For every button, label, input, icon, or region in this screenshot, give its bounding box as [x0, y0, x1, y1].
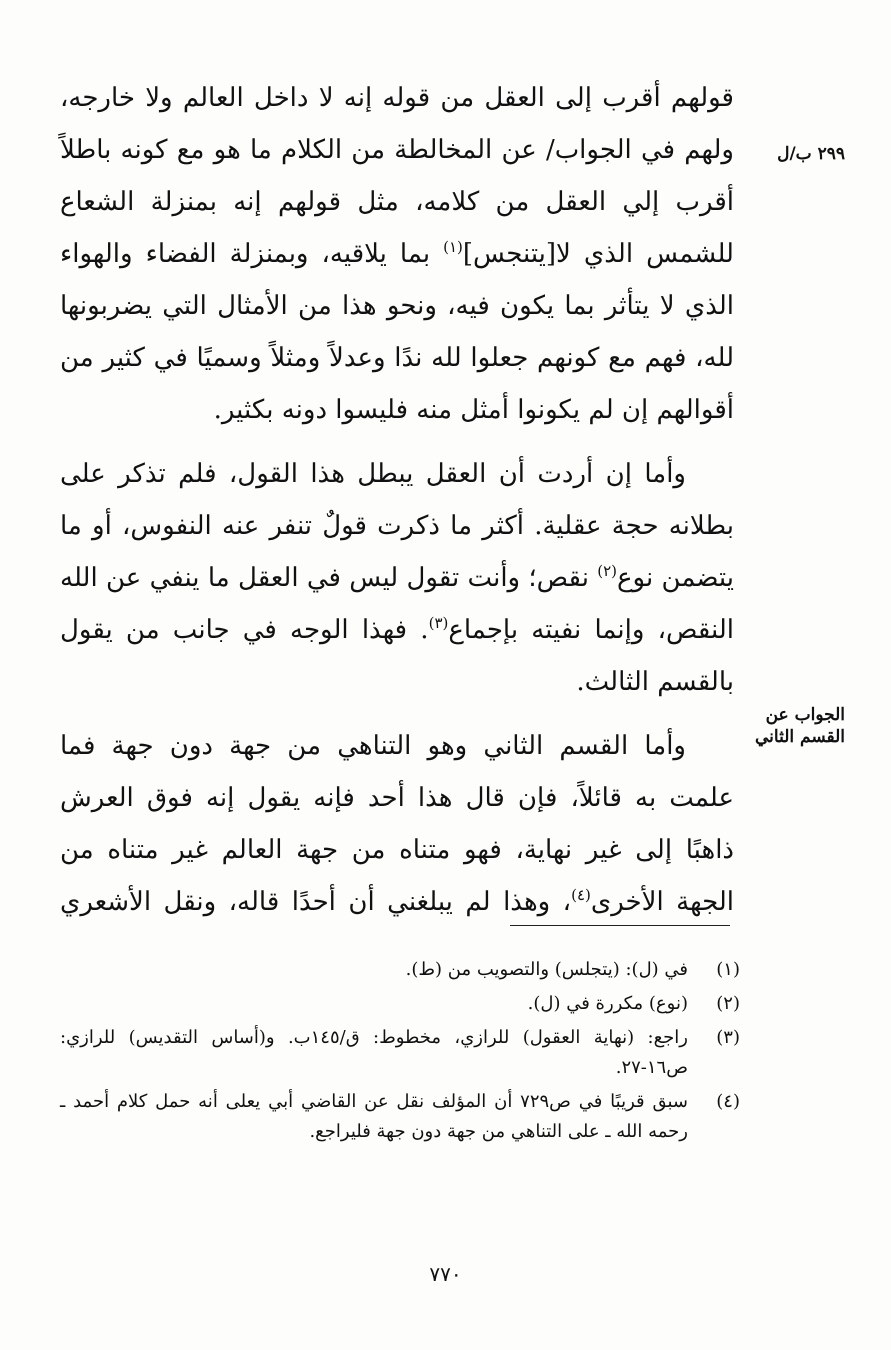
paragraph-2-text-c: . فهذا الوجه في جانب من يقول بالقسم الثالث. — [60, 615, 734, 697]
paragraph-3 — [60, 720, 734, 928]
main-text — [60, 72, 734, 928]
paragraph-1-text-a: قولهم أقرب إلى العقل من قوله إنه لا داخل العالم ولا خارجه، ولهم في الجواب/ عن المخالطة من الكلام ما هو مع كونه باطلاً أقرب إلي العقل من كلامه، مثل قولهم إنه بمنزلة الشعاع للشمس الذي لا[يتنجس] — [60, 83, 734, 269]
paragraph-2 — [60, 448, 734, 708]
paragraph-3-text-a: وأما القسم الثاني وهو التناهي من جهة دون جهة فما علمت به قائلاً، فإن قال هذا أحد فإنه يقول إنه فوق العرش ذاهبًا إلى غير نهاية، فهو متناه من جهة العالم غير متناه من الجهة الأخرى — [60, 731, 735, 917]
footnote-text: في (ل): (يتجلس) والتصويب من (ط). — [405, 959, 688, 980]
footnote-number: (١) — [716, 959, 740, 980]
paragraph-3-text-b: ، وهذا لم يبلغني أن أحدًا قاله، ونقل الأشعري — [60, 887, 572, 917]
footnote-4 — [60, 1087, 740, 1147]
footnote-number: (٣) — [716, 1027, 740, 1048]
footnote-number: (٢) — [716, 993, 740, 1014]
footnote-ref-3: (٣) — [428, 614, 449, 632]
section-heading-margin: الجواب عن القسم الثاني — [754, 705, 845, 747]
footnote-divider — [510, 925, 730, 926]
paragraph-2-text-a: وأما إن أردت أن العقل يبطل هذا القول، فلم تذكر على بطلانه حجة عقلية. أكثر ما ذكرت قولٌ تنفر عنه النفوس، أو ما يتضمن نوع — [60, 459, 734, 593]
paragraph-1-text-b: بما يلاقيه، وبمنزلة الفضاء والهواء الذي لا يتأثر بما يكون فيه، ونحو هذا من الأمثال التي يضربونها لله، فهم مع كونهم جعلوا لله ندًا وعدلاً ومثلاً وسميًا في كثير من أقوالهم إن لم يكونوا أمثل منه فليسوا دونه بكثير. — [60, 239, 734, 425]
footnote-text: (نوع) مكررة في (ل). — [527, 993, 688, 1014]
paragraph-2-text-b: نقص؛ وأنت تقول ليس في العقل ما ينفي عن الله النقص، وإنما نفيته بإجماع — [60, 563, 735, 645]
footnote-2 — [60, 989, 740, 1019]
paragraph-1 — [60, 72, 734, 436]
footnote-ref-4: (٤) — [571, 886, 591, 904]
footnote-ref-1: (١) — [443, 238, 463, 256]
footnote-1 — [60, 955, 740, 985]
footnote-text: راجع: (نهاية العقول) للرازي، مخطوط: ق/١٤٥ب. و(أساس التقديس) للرازي: ص١٦-٢٧. — [60, 1027, 688, 1078]
footnotes — [60, 955, 740, 1151]
manuscript-folio-marker: ٢٩٩ ب/ل — [777, 144, 845, 164]
footnote-number: (٤) — [716, 1091, 740, 1112]
footnote-text: سبق قريبًا في ص٧٢٩ أن المؤلف نقل عن القاضي أبي يعلى أنه حمل كلام أحمد ـ رحمه الله ـ على التناهي من جهة دون جهة فليراجع. — [60, 1091, 688, 1142]
footnote-ref-2: (٢) — [597, 562, 618, 580]
page-number: ٧٧٠ — [429, 1262, 462, 1286]
footnote-3 — [60, 1023, 740, 1083]
